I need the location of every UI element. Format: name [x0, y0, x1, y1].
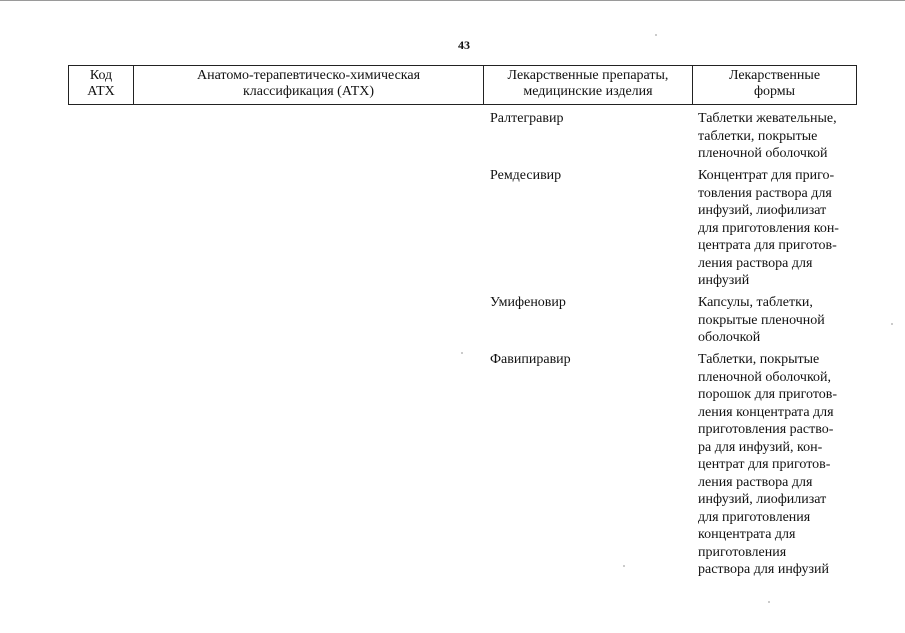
header-cell-drugs — [483, 66, 692, 104]
header-classification-line2: классификация (АТХ) — [242, 84, 375, 99]
dosage-form-line: Капсулы, таблетки, — [698, 295, 813, 310]
dosage-form-line: центрат для приготов- — [698, 457, 831, 472]
scan-speck — [461, 352, 463, 354]
dosage-form-line: концентрата для — [698, 527, 796, 542]
header-drugs-line1: Лекарственные препараты, — [507, 68, 669, 83]
dosage-forms — [698, 110, 853, 163]
scan-speck — [891, 323, 893, 325]
dosage-form-line: для приготовления — [698, 509, 811, 525]
dosage-form-line: ра для инфузий, кон- — [698, 439, 823, 455]
dosage-form-line: инфузий — [698, 273, 750, 288]
table-header — [68, 65, 857, 105]
dosage-form-line: приготовления — [698, 544, 787, 560]
drug-name: Умифеновир — [490, 295, 566, 310]
header-code-line1: Код — [89, 68, 113, 83]
dosage-forms — [698, 294, 853, 347]
dosage-form-line: товления раствора для — [698, 185, 832, 201]
dosage-form-line: ления концентрата для — [698, 404, 834, 420]
drug-name: Ремдесивир — [490, 168, 562, 183]
header-code-line2: АТХ — [87, 84, 115, 99]
dosage-form-line: Таблетки, покрытые — [698, 352, 820, 367]
header-classification-line1: Анатомо-терапевтическо-химическая — [196, 68, 421, 83]
dosage-forms — [698, 351, 853, 579]
dosage-form-line: инфузий, лиофилизат — [698, 203, 827, 218]
dosage-form-line: раствора для инфузий — [698, 562, 830, 577]
dosage-form-line: покрытые пленочной — [698, 312, 825, 328]
page-top-rule — [0, 0, 905, 1]
dosage-form-line: таблетки, покрытые — [698, 128, 818, 144]
dosage-form-line: оболочкой — [698, 330, 761, 345]
dosage-form-line: пленочной оболочкой, — [698, 369, 832, 385]
dosage-form-line: центрата для приготов- — [698, 238, 837, 253]
dosage-form-line: пленочной оболочкой — [698, 146, 828, 161]
page-number: 43 — [458, 38, 470, 52]
dosage-form-line: Концентрат для приго- — [698, 168, 835, 183]
dosage-form-line: для приготовления кон- — [698, 220, 839, 236]
dosage-forms — [698, 167, 853, 290]
header-cell-classification — [133, 66, 483, 104]
dosage-form-line: приготовления раство- — [698, 422, 834, 437]
dosage-form-line: ления раствора для — [698, 255, 813, 271]
dosage-form-line: Таблетки жевательные, — [698, 111, 837, 126]
dosage-form-line: ления раствора для — [698, 474, 813, 490]
header-forms-line2: формы — [753, 84, 796, 99]
scan-speck — [768, 601, 770, 603]
dosage-form-line: порошок для приготов- — [698, 387, 838, 402]
dosage-form-line: инфузий, лиофилизат — [698, 492, 827, 507]
drug-name: Фавипиравир — [490, 352, 571, 367]
header-drugs-line2: медицинские изделия — [523, 84, 653, 99]
header-cell-forms — [692, 66, 856, 104]
header-forms-line1: Лекарственные — [728, 68, 821, 83]
header-cell-code — [69, 66, 133, 104]
drug-name: Ралтегравир — [490, 111, 564, 126]
scan-speck — [655, 34, 657, 36]
scan-speck — [623, 565, 625, 567]
